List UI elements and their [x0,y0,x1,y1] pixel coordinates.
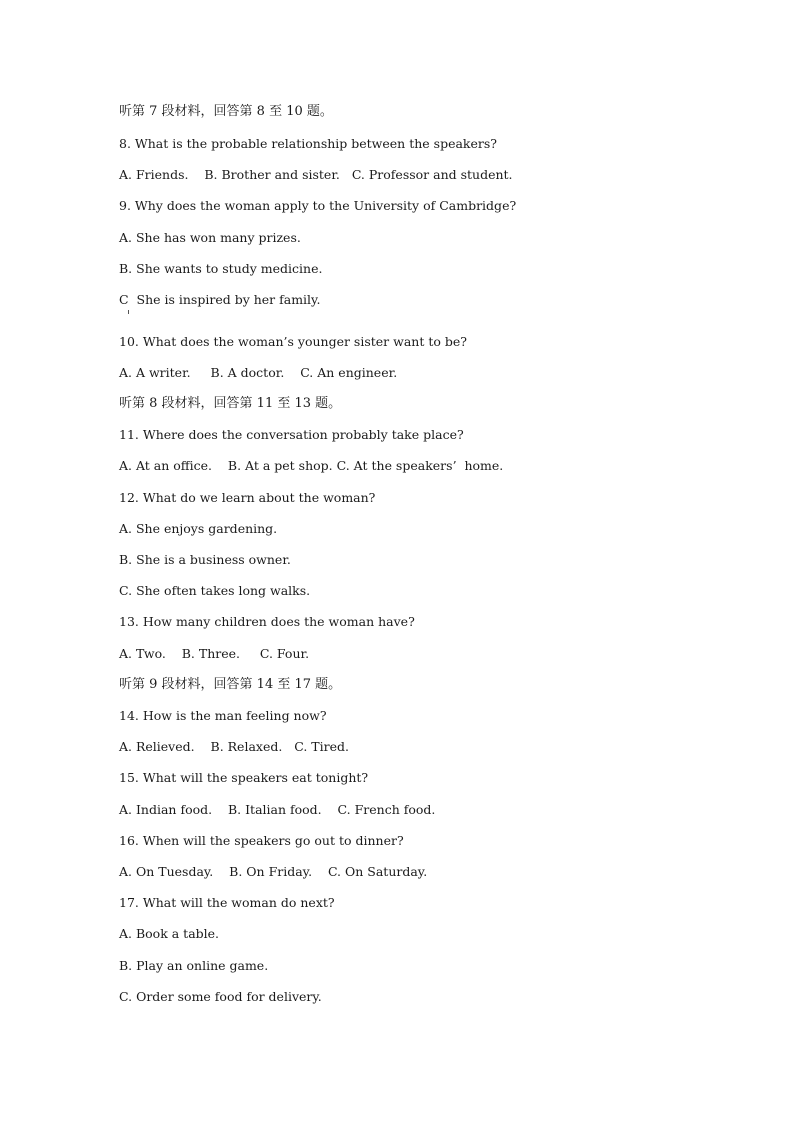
answer-options: A. Indian food. B. Italian food. C. French food. [119,802,436,817]
question-text: 11. Where does the conversation probably take place? [119,427,464,442]
section-heading: 听第 9 段材料，回答第 14 至 17 题。 [119,677,342,692]
answer-options: A. Relieved. B. Relaxed. C. Tired. [119,739,349,754]
question-text: 14. How is the man feeling now? [119,708,327,723]
answer-options: A. At an office. B. At a pet shop. C. At the speakers’ home. [119,458,504,473]
answer-option: A. She enjoys gardening. [119,521,278,536]
question-text: 10. What does the woman’s younger sister want to be? [119,334,467,349]
section-heading: 听第 7 段材料，回答第 8 至 10 题。 [119,104,333,119]
question-text: 17. What will the woman do next? [119,895,335,910]
answer-option: C She is inspired by her family. [119,292,321,307]
answer-option: B. She wants to study medicine. [119,261,323,276]
answer-option: A. She has won many prizes. [119,230,301,245]
question-text: 15. What will the speakers eat tonight? [119,770,369,785]
question-text: 12. What do we learn about the woman? [119,490,376,505]
answer-options: A. A writer. B. A doctor. C. An engineer. [119,365,398,380]
question-text: 9. Why does the woman apply to the University of Cambridge? [119,198,517,213]
question-text: 13. How many children does the woman have? [119,614,415,629]
answer-option: C. Order some food for delivery. [119,989,322,1004]
answer-option: B. Play an online game. [119,958,269,973]
question-text: 16. When will the speakers go out to dinner? [119,833,404,848]
answer-options: A. Two. B. Three. C. Four. [119,646,310,661]
stray-mark [128,310,129,314]
answer-options: A. On Tuesday. B. On Friday. C. On Saturday. [119,864,428,879]
answer-options: A. Friends. B. Brother and sister. C. Professor and student. [119,167,513,182]
question-text: 8. What is the probable relationship between the speakers? [119,136,497,151]
answer-option: C. She often takes long walks. [119,583,311,598]
answer-option: A. Book a table. [119,926,220,941]
section-heading: 听第 8 段材料，回答第 11 至 13 题。 [119,396,342,411]
answer-option: B. She is a business owner. [119,552,291,567]
